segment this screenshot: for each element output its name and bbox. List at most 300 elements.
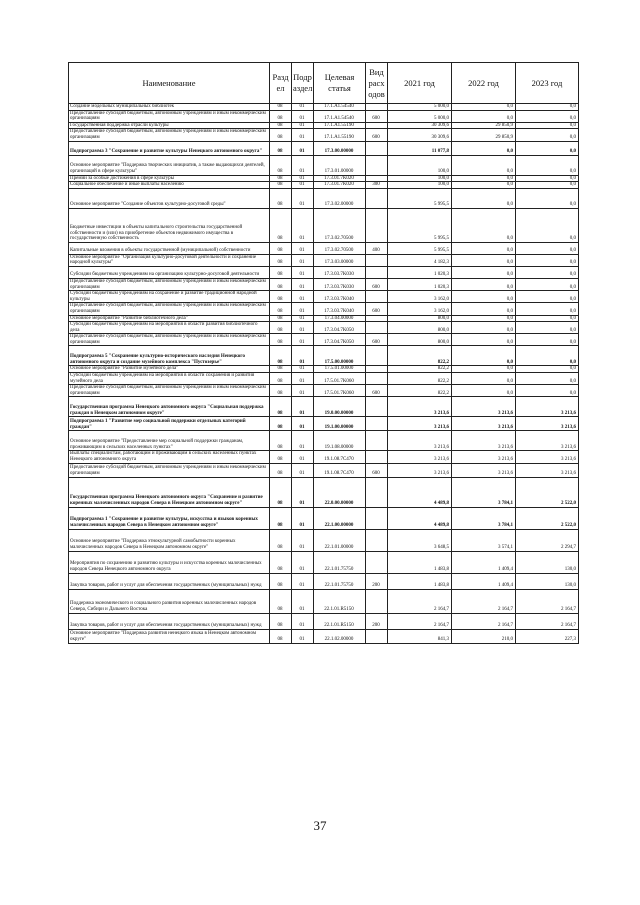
row-name: Основное мероприятие "Поддержка этнокультурной самобытности коренных малочисленных народов Севера в Ненецком автономном округе"	[69, 529, 270, 551]
row-podrazdel: 01	[292, 110, 314, 122]
row-expense-type	[366, 373, 388, 385]
row-razdel: 08	[270, 104, 292, 111]
row-razdel: 08	[270, 254, 292, 266]
row-razdel: 08	[270, 451, 292, 463]
row-target-article: 19.1.08.7C470	[314, 451, 366, 463]
row-razdel: 08	[270, 155, 292, 175]
row-razdel: 08	[270, 208, 292, 242]
row-podrazdel: 01	[292, 551, 314, 573]
table-row	[69, 613, 579, 629]
row-expense-type	[366, 322, 388, 334]
row-value-2022: 0,0	[452, 373, 516, 385]
row-podrazdel: 01	[292, 431, 314, 451]
row-value-2023: 0,0	[516, 208, 579, 242]
row-podrazdel: 01	[292, 373, 314, 385]
row-expense-type	[366, 629, 388, 643]
table-row	[69, 141, 579, 155]
row-razdel: 08	[270, 573, 292, 589]
row-value-2023: 0,0	[516, 278, 579, 290]
row-name: Субсидии бюджетным учреждениям на сохранение и развитие традиционной народной культуры	[69, 291, 270, 303]
row-value-2023: 2 522,0	[516, 507, 579, 529]
row-target-article: 17.5.01.00000	[314, 366, 366, 373]
row-value-2022: 1 409,4	[452, 551, 516, 573]
row-value-2022: 0,0	[452, 175, 516, 182]
row-value-2023: 0,0	[516, 110, 579, 122]
row-value-2021: 100,0	[388, 155, 452, 175]
row-value-2022: 29 850,9	[452, 129, 516, 141]
row-podrazdel: 01	[292, 366, 314, 373]
row-value-2022: 0,0	[452, 346, 516, 366]
row-name: Основное мероприятие "Поддержка творческих инициатив, а также выдающихся деятелей, организаций в сфере культуры"	[69, 155, 270, 175]
row-value-2021: 822,2	[388, 366, 452, 373]
row-value-2023: 3 213,6	[516, 417, 579, 431]
row-target-article: 17.3.04.00000	[314, 315, 366, 322]
row-podrazdel: 01	[292, 155, 314, 175]
row-expense-type: 600	[366, 110, 388, 122]
row-expense-type	[366, 188, 388, 208]
row-target-article: 17.3.00.00000	[314, 141, 366, 155]
header-razdel: Разд ел	[270, 63, 292, 104]
row-value-2023: 0,0	[516, 188, 579, 208]
header-expense-type: Вид расх одов	[366, 63, 388, 104]
row-value-2022: 0,0	[452, 182, 516, 189]
row-value-2021: 4 489,8	[388, 477, 452, 507]
row-podrazdel: 01	[292, 188, 314, 208]
table-row	[69, 208, 579, 242]
row-target-article: 17.1.A1.55190	[314, 122, 366, 129]
row-target-article: 17.5.01.7K060	[314, 373, 366, 385]
row-expense-type	[366, 315, 388, 322]
table-row	[69, 629, 579, 643]
row-value-2021: 1 483,8	[388, 573, 452, 589]
row-razdel: 08	[270, 315, 292, 322]
row-podrazdel: 01	[292, 613, 314, 629]
row-expense-type	[366, 417, 388, 431]
row-target-article: 22.1.01.R5150	[314, 589, 366, 613]
row-expense-type	[366, 529, 388, 551]
table-row	[69, 110, 579, 122]
row-expense-type: 200	[366, 613, 388, 629]
row-value-2021: 5 000,0	[388, 110, 452, 122]
table-row	[69, 188, 579, 208]
row-target-article: 17.3.03.7K030	[314, 278, 366, 290]
header-year-2023: 2023 год	[516, 63, 579, 104]
row-value-2022: 0,0	[452, 334, 516, 346]
row-value-2021: 3 213,6	[388, 431, 452, 451]
row-name: Основное мероприятие "Создание объектов культурно-досуговой среды"	[69, 188, 270, 208]
row-name: Предоставление субсидий бюджетным, автономным учреждениям и иным некоммерческим организациям	[69, 385, 270, 397]
row-expense-type	[366, 366, 388, 373]
row-podrazdel: 01	[292, 322, 314, 334]
row-name: Предоставление субсидий бюджетным, автономным учреждениям и иным некоммерческим организациям	[69, 278, 270, 290]
row-value-2023: 0,0	[516, 141, 579, 155]
table-row	[69, 507, 579, 529]
row-value-2023: 2 164,7	[516, 613, 579, 629]
row-target-article: 17.3.04.7K050	[314, 334, 366, 346]
row-value-2023: 0,0	[516, 129, 579, 141]
row-name: Социальное обеспечение и иные выплаты населению	[69, 182, 270, 189]
row-value-2022: 0,0	[452, 366, 516, 373]
row-expense-type	[366, 397, 388, 417]
row-name: Закупка товаров, работ и услуг для обеспечения государственных (муниципальных) нужд	[69, 573, 270, 589]
row-razdel: 08	[270, 291, 292, 303]
row-value-2021: 5 000,0	[388, 104, 452, 111]
row-expense-type	[366, 431, 388, 451]
row-value-2022: 0,0	[452, 242, 516, 254]
row-name: Капитальные вложения в объекты государственной (муниципальной) собственности	[69, 242, 270, 254]
row-razdel: 08	[270, 629, 292, 643]
row-podrazdel: 01	[292, 477, 314, 507]
row-target-article: 22.0.00.00000	[314, 477, 366, 507]
row-razdel: 08	[270, 551, 292, 573]
table-row	[69, 589, 579, 613]
row-expense-type	[366, 589, 388, 613]
header-year-2021: 2021 год	[388, 63, 452, 104]
row-expense-type	[366, 551, 388, 573]
row-target-article: 22.1.00.00000	[314, 507, 366, 529]
row-value-2023: 0,0	[516, 266, 579, 278]
row-value-2022: 0,0	[452, 104, 516, 111]
row-expense-type: 400	[366, 242, 388, 254]
row-value-2022: 0,0	[452, 208, 516, 242]
row-expense-type	[366, 507, 388, 529]
table-row	[69, 334, 579, 346]
row-name: Предоставление субсидий бюджетным, автономным учреждениям и иным некоммерческим организациям	[69, 129, 270, 141]
row-name: Подпрограмма 1 "Сохранение и развитие культуры, искусства и языков коренных малочисленных народов Севера в Ненецком автономном округе"	[69, 507, 270, 529]
row-podrazdel: 01	[292, 589, 314, 613]
row-value-2021: 2 164,7	[388, 589, 452, 613]
row-value-2022: 1 409,4	[452, 573, 516, 589]
table-row	[69, 477, 579, 507]
row-target-article: 17.1.A1.54540	[314, 104, 366, 111]
row-value-2021: 3 213,6	[388, 451, 452, 463]
table-row	[69, 573, 579, 589]
table-row	[69, 529, 579, 551]
row-expense-type	[366, 155, 388, 175]
row-value-2021: 4 182,3	[388, 254, 452, 266]
row-target-article: 17.1.A1.54540	[314, 110, 366, 122]
row-name: Основное мероприятие "Поддержка развития ненецкого языка в Ненецком автономном округе"	[69, 629, 270, 643]
row-value-2021: 100,0	[388, 182, 452, 189]
row-value-2023: 0,0	[516, 322, 579, 334]
row-name: Государственная программа Ненецкого автономного округа "Сохранение и развитие коренных малочисленных народов Севера в Ненецком автономном округе"	[69, 477, 270, 507]
row-razdel: 08	[270, 303, 292, 315]
row-expense-type: 200	[366, 573, 388, 589]
row-razdel: 08	[270, 188, 292, 208]
row-expense-type	[366, 266, 388, 278]
row-value-2022: 2 164,7	[452, 589, 516, 613]
row-name: Государственная поддержка отрасли культуры	[69, 122, 270, 129]
row-expense-type	[366, 141, 388, 155]
row-value-2021: 30 309,6	[388, 122, 452, 129]
table-body	[69, 104, 579, 644]
row-expense-type: 600	[366, 303, 388, 315]
row-name: Подпрограмма 3 "Сохранение и развитие культуры Ненецкого автономного округа"	[69, 141, 270, 155]
row-podrazdel: 01	[292, 385, 314, 397]
row-value-2021: 3 162,0	[388, 291, 452, 303]
row-target-article: 19.1.00.00000	[314, 417, 366, 431]
header-year-2022: 2022 год	[452, 63, 516, 104]
row-value-2022: 3 784,1	[452, 477, 516, 507]
row-value-2023: 2 294,7	[516, 529, 579, 551]
row-name: Выплаты специалистам, работающим и проживающим в сельских населённых пунктах Ненецкого автономного округа	[69, 451, 270, 463]
row-name: Субсидии бюджетным учреждениям на мероприятия в области сохранения и развития музейного дела	[69, 373, 270, 385]
row-razdel: 08	[270, 366, 292, 373]
row-name: Подпрограмма 5 "Сохранение культурно-исторического наследия Ненецкого автономного округа и создание музейного комплекса "Пустозерье"	[69, 346, 270, 366]
row-value-2022: 0,0	[452, 266, 516, 278]
table-row	[69, 451, 579, 463]
row-target-article: 22.1.01.75750	[314, 573, 366, 589]
row-value-2021: 5 995,5	[388, 188, 452, 208]
table-row	[69, 291, 579, 303]
row-value-2022: 3 213,6	[452, 463, 516, 477]
row-value-2022: 0,0	[452, 303, 516, 315]
table-row	[69, 373, 579, 385]
table-row	[69, 315, 579, 322]
row-razdel: 08	[270, 613, 292, 629]
row-target-article: 19.1.08.00000	[314, 431, 366, 451]
row-target-article: 17.3.01.00000	[314, 155, 366, 175]
row-razdel: 08	[270, 431, 292, 451]
row-podrazdel: 01	[292, 397, 314, 417]
row-target-article: 17.3.03.7K040	[314, 291, 366, 303]
row-name: Субсидии бюджетным учреждениям на мероприятия в области развития библиотечного дела	[69, 322, 270, 334]
row-value-2022: 210,0	[452, 629, 516, 643]
row-value-2023: 0,0	[516, 122, 579, 129]
row-target-article: 17.5.00.00000	[314, 346, 366, 366]
row-value-2021: 1 020,3	[388, 278, 452, 290]
row-value-2021: 3 213,6	[388, 463, 452, 477]
table-header-row	[69, 63, 579, 104]
row-razdel: 08	[270, 242, 292, 254]
row-name: Бюджетные инвестиции в объекты капитального строительства государственной собственности и (или) на приобретение объектов недвижимого имущества в государственную собственность	[69, 208, 270, 242]
row-expense-type	[366, 175, 388, 182]
row-value-2022: 0,0	[452, 278, 516, 290]
row-value-2021: 800,0	[388, 334, 452, 346]
row-razdel: 08	[270, 122, 292, 129]
row-podrazdel: 01	[292, 417, 314, 431]
row-target-article: 17.1.A1.55190	[314, 129, 366, 141]
row-name: Мероприятия по сохранению и развитию культуры и искусства коренных малочисленных народов Севера Ненецкого автономного округа	[69, 551, 270, 573]
row-podrazdel: 01	[292, 303, 314, 315]
row-podrazdel: 01	[292, 266, 314, 278]
row-value-2022: 0,0	[452, 291, 516, 303]
row-name: Основное мероприятие "Развитие музейного дела"	[69, 366, 270, 373]
row-podrazdel: 01	[292, 529, 314, 551]
row-value-2021: 1 483,8	[388, 551, 452, 573]
row-target-article: 17.3.02.70500	[314, 208, 366, 242]
row-value-2021: 5 995,5	[388, 208, 452, 242]
row-value-2022: 29 850,9	[452, 122, 516, 129]
row-name: Создание модельных муниципальных библиотек	[69, 104, 270, 111]
row-name: Премии за особые достижения в сфере культуры	[69, 175, 270, 182]
row-value-2022: 3 213,6	[452, 431, 516, 451]
row-podrazdel: 01	[292, 451, 314, 463]
row-target-article: 17.3.03.7K040	[314, 303, 366, 315]
row-value-2023: 0,0	[516, 346, 579, 366]
row-value-2023: 0,0	[516, 291, 579, 303]
row-expense-type	[366, 104, 388, 111]
row-podrazdel: 01	[292, 122, 314, 129]
row-expense-type	[366, 451, 388, 463]
row-name: Предоставление субсидий бюджетным, автономным учреждениям и иным некоммерческим организациям	[69, 334, 270, 346]
row-value-2021: 841,3	[388, 629, 452, 643]
row-expense-type	[366, 346, 388, 366]
row-target-article: 22.1.01.00000	[314, 529, 366, 551]
row-value-2021: 800,0	[388, 315, 452, 322]
row-name: Подпрограмма 1 "Развитие мер социальной поддержки отдельных категорий граждан"	[69, 417, 270, 431]
row-expense-type	[366, 291, 388, 303]
row-podrazdel: 01	[292, 208, 314, 242]
table-row	[69, 463, 579, 477]
row-value-2023: 0,0	[516, 104, 579, 111]
row-value-2023: 130,0	[516, 551, 579, 573]
row-target-article: 17.3.02.70500	[314, 242, 366, 254]
table-row	[69, 366, 579, 373]
row-podrazdel: 01	[292, 182, 314, 189]
row-name: Субсидии бюджетным учреждениям на организацию культурно-досуговой деятельности	[69, 266, 270, 278]
header-target-article: Целевая статья	[314, 63, 366, 104]
row-value-2023: 0,0	[516, 303, 579, 315]
row-razdel: 08	[270, 182, 292, 189]
row-target-article: 17.3.01.7K020	[314, 182, 366, 189]
row-name: Поддержка экономического и социального развития коренных малочисленных народов Севера, Сибири и Дальнего Востока	[69, 589, 270, 613]
row-podrazdel: 01	[292, 334, 314, 346]
row-podrazdel: 01	[292, 129, 314, 141]
row-expense-type: 600	[366, 385, 388, 397]
row-razdel: 08	[270, 507, 292, 529]
table-row	[69, 175, 579, 182]
row-podrazdel: 01	[292, 141, 314, 155]
table-row	[69, 254, 579, 266]
row-target-article: 17.5.01.7K060	[314, 385, 366, 397]
row-value-2021: 822,2	[388, 373, 452, 385]
row-name: Основное мероприятие "Развитие библиотечного дела"	[69, 315, 270, 322]
row-razdel: 08	[270, 346, 292, 366]
table-row	[69, 303, 579, 315]
row-value-2021: 822,2	[388, 346, 452, 366]
row-expense-type: 600	[366, 463, 388, 477]
row-expense-type	[366, 254, 388, 266]
table-row	[69, 266, 579, 278]
row-target-article: 17.3.01.7K020	[314, 175, 366, 182]
row-podrazdel: 01	[292, 346, 314, 366]
row-razdel: 08	[270, 110, 292, 122]
row-value-2021: 11 077,8	[388, 141, 452, 155]
row-value-2022: 3 213,6	[452, 417, 516, 431]
row-value-2023: 227,3	[516, 629, 579, 643]
row-target-article: 17.3.03.7K030	[314, 266, 366, 278]
row-value-2023: 3 213,6	[516, 397, 579, 417]
row-value-2023: 0,0	[516, 182, 579, 189]
row-value-2023: 130,0	[516, 573, 579, 589]
row-razdel: 08	[270, 373, 292, 385]
row-value-2021: 30 309,6	[388, 129, 452, 141]
row-name: Основное мероприятие "Предоставление мер социальной поддержки гражданам, проживающим в сельских населенных пунктах"	[69, 431, 270, 451]
row-value-2022: 3 213,6	[452, 451, 516, 463]
row-expense-type	[366, 208, 388, 242]
row-value-2021: 1 020,3	[388, 266, 452, 278]
row-value-2021: 800,0	[388, 322, 452, 334]
row-target-article: 22.1.01.75750	[314, 551, 366, 573]
row-value-2023: 0,0	[516, 315, 579, 322]
row-target-article: 22.1.02.00000	[314, 629, 366, 643]
row-value-2022: 0,0	[452, 315, 516, 322]
row-value-2021: 2 164,7	[388, 613, 452, 629]
row-value-2022: 0,0	[452, 155, 516, 175]
row-podrazdel: 01	[292, 242, 314, 254]
row-podrazdel: 01	[292, 254, 314, 266]
row-value-2021: 822,2	[388, 385, 452, 397]
row-razdel: 08	[270, 385, 292, 397]
row-expense-type	[366, 477, 388, 507]
row-podrazdel: 01	[292, 573, 314, 589]
row-target-article: 22.1.01.R5150	[314, 613, 366, 629]
row-value-2023: 0,0	[516, 334, 579, 346]
row-value-2023: 0,0	[516, 366, 579, 373]
row-value-2023: 0,0	[516, 385, 579, 397]
table-row	[69, 346, 579, 366]
row-razdel: 08	[270, 477, 292, 507]
row-name: Государственная программа Ненецкого автономного округа "Социальная поддержка граждан в Ненецком автономном округе"	[69, 397, 270, 417]
row-value-2022: 0,0	[452, 188, 516, 208]
row-razdel: 08	[270, 589, 292, 613]
row-podrazdel: 01	[292, 629, 314, 643]
row-value-2023: 0,0	[516, 175, 579, 182]
row-value-2023: 2 522,0	[516, 477, 579, 507]
row-razdel: 08	[270, 463, 292, 477]
row-podrazdel: 01	[292, 507, 314, 529]
row-value-2023: 3 213,6	[516, 451, 579, 463]
row-value-2022: 0,0	[452, 110, 516, 122]
row-razdel: 08	[270, 175, 292, 182]
table-row	[69, 385, 579, 397]
row-value-2023: 3 213,6	[516, 463, 579, 477]
row-value-2021: 3 213,6	[388, 397, 452, 417]
row-podrazdel: 01	[292, 463, 314, 477]
header-podrazdel: Подр аздел	[292, 63, 314, 104]
table-row	[69, 155, 579, 175]
row-value-2022: 3 574,1	[452, 529, 516, 551]
table-row	[69, 322, 579, 334]
row-name: Предоставление субсидий бюджетным, автономным учреждениям и иным некоммерческим организациям	[69, 463, 270, 477]
row-target-article: 19.0.00.00000	[314, 397, 366, 417]
row-value-2021: 100,0	[388, 175, 452, 182]
row-name: Предоставление субсидий бюджетным, автономным учреждениям и иным некоммерческим организациям	[69, 110, 270, 122]
row-razdel: 08	[270, 334, 292, 346]
row-razdel: 08	[270, 322, 292, 334]
row-target-article: 17.3.02.00000	[314, 188, 366, 208]
row-target-article: 17.3.03.00000	[314, 254, 366, 266]
row-razdel: 08	[270, 417, 292, 431]
row-podrazdel: 01	[292, 315, 314, 322]
row-name: Предоставление субсидий бюджетным, автономным учреждениям и иным некоммерческим организациям	[69, 303, 270, 315]
row-expense-type: 300	[366, 182, 388, 189]
row-expense-type: 600	[366, 334, 388, 346]
page-number: 37	[313, 818, 327, 833]
table-row	[69, 431, 579, 451]
row-value-2022: 0,0	[452, 141, 516, 155]
row-expense-type	[366, 122, 388, 129]
row-value-2021: 3 162,0	[388, 303, 452, 315]
row-value-2022: 3 213,6	[452, 397, 516, 417]
row-value-2021: 3 213,6	[388, 417, 452, 431]
row-value-2022: 0,0	[452, 254, 516, 266]
row-expense-type: 600	[366, 129, 388, 141]
row-value-2022: 0,0	[452, 385, 516, 397]
table-row	[69, 551, 579, 573]
row-value-2023: 3 213,6	[516, 431, 579, 451]
